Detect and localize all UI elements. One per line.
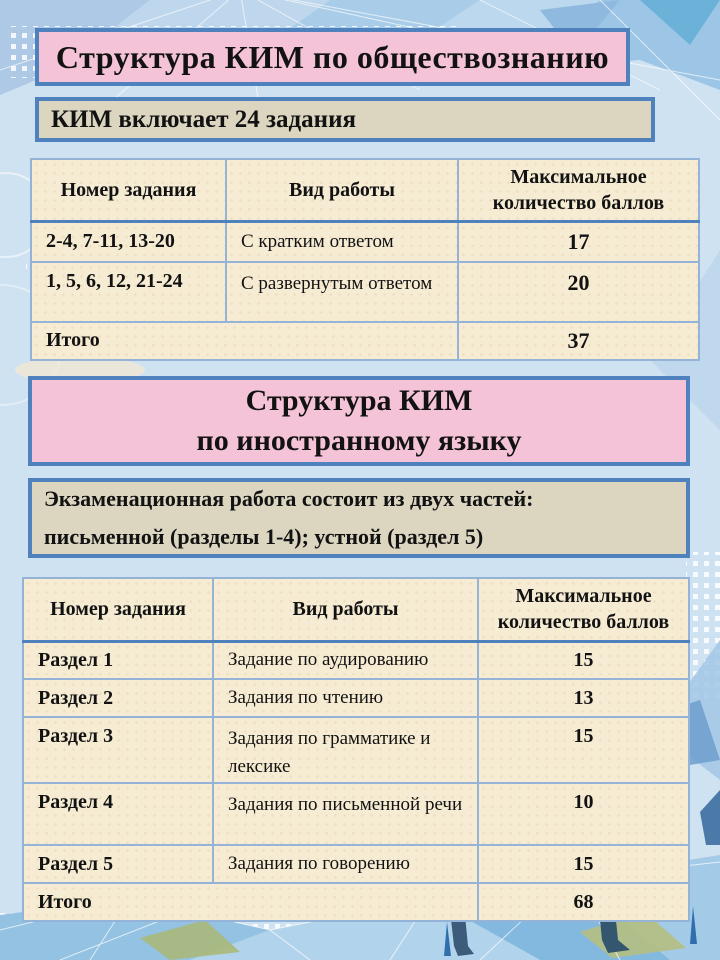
title-banner-foreign-language xyxy=(28,376,690,466)
table-row xyxy=(23,717,689,783)
table-row xyxy=(31,222,699,262)
exam-parts-line1: Экзаменационная работа состоит из двух частей: xyxy=(44,485,534,511)
table-total-row xyxy=(23,883,689,921)
cell-work-type: Задания по грамматике и лексике xyxy=(213,717,478,783)
table-header-row xyxy=(23,578,689,641)
cell-section: Раздел 5 xyxy=(23,845,213,883)
total-value: 37 xyxy=(458,322,699,360)
cell-work-type: С кратким ответом xyxy=(226,222,458,262)
cell-section: Раздел 4 xyxy=(23,783,213,845)
foreign-language-table xyxy=(22,577,690,922)
exam-parts-line2: письменной (разделы 1-4); устной (раздел 5) xyxy=(44,524,484,549)
table-row xyxy=(31,262,699,322)
cell-max-points: 15 xyxy=(478,717,689,783)
header-max-points: Максимальное количество баллов xyxy=(458,159,699,222)
cell-max-points: 15 xyxy=(478,845,689,883)
table-row xyxy=(23,679,689,717)
cell-work-type: Задания по письменной речи xyxy=(213,783,478,845)
exam-parts-panel xyxy=(28,478,690,558)
table-row xyxy=(23,783,689,845)
title-banner-social-studies xyxy=(35,28,630,86)
header-task-number: Номер задания xyxy=(31,159,226,222)
table-row xyxy=(23,845,689,883)
kim-tasks-text: КИМ включает 24 задания xyxy=(51,105,357,133)
title-foreign-line1: Структура КИМ xyxy=(245,383,473,417)
cell-tasks: 1, 5, 6, 12, 21-24 xyxy=(31,262,226,322)
total-label: Итого xyxy=(23,883,478,921)
cell-work-type: С развернутым ответом xyxy=(226,262,458,322)
cell-max-points: 17 xyxy=(458,222,699,262)
cell-max-points: 20 xyxy=(458,262,699,322)
title-social-text: Структура КИМ по обществознанию xyxy=(55,38,610,75)
cell-max-points: 15 xyxy=(478,641,689,679)
cell-work-type: Задания по говорению xyxy=(213,845,478,883)
cell-section: Раздел 2 xyxy=(23,679,213,717)
social-studies-table xyxy=(30,158,700,361)
total-value: 68 xyxy=(478,883,689,921)
cell-work-type: Задание по аудированию xyxy=(213,641,478,679)
header-task-number: Номер задания xyxy=(23,578,213,641)
title-foreign-line2: по иностранному языку xyxy=(196,424,522,457)
total-label: Итого xyxy=(31,322,458,360)
header-work-type: Вид работы xyxy=(226,159,458,222)
header-work-type: Вид работы xyxy=(213,578,478,641)
cell-work-type: Задания по чтению xyxy=(213,679,478,717)
table-row xyxy=(23,641,689,679)
header-max-points: Максимальное количество баллов xyxy=(478,578,689,641)
table-header-row xyxy=(31,159,699,222)
cell-section: Раздел 1 xyxy=(23,641,213,679)
cell-max-points: 10 xyxy=(478,783,689,845)
cell-tasks: 2-4, 7-11, 13-20 xyxy=(31,222,226,262)
table-total-row xyxy=(31,322,699,360)
cell-section: Раздел 3 xyxy=(23,717,213,783)
kim-tasks-panel xyxy=(35,97,655,142)
cell-max-points: 13 xyxy=(478,679,689,717)
